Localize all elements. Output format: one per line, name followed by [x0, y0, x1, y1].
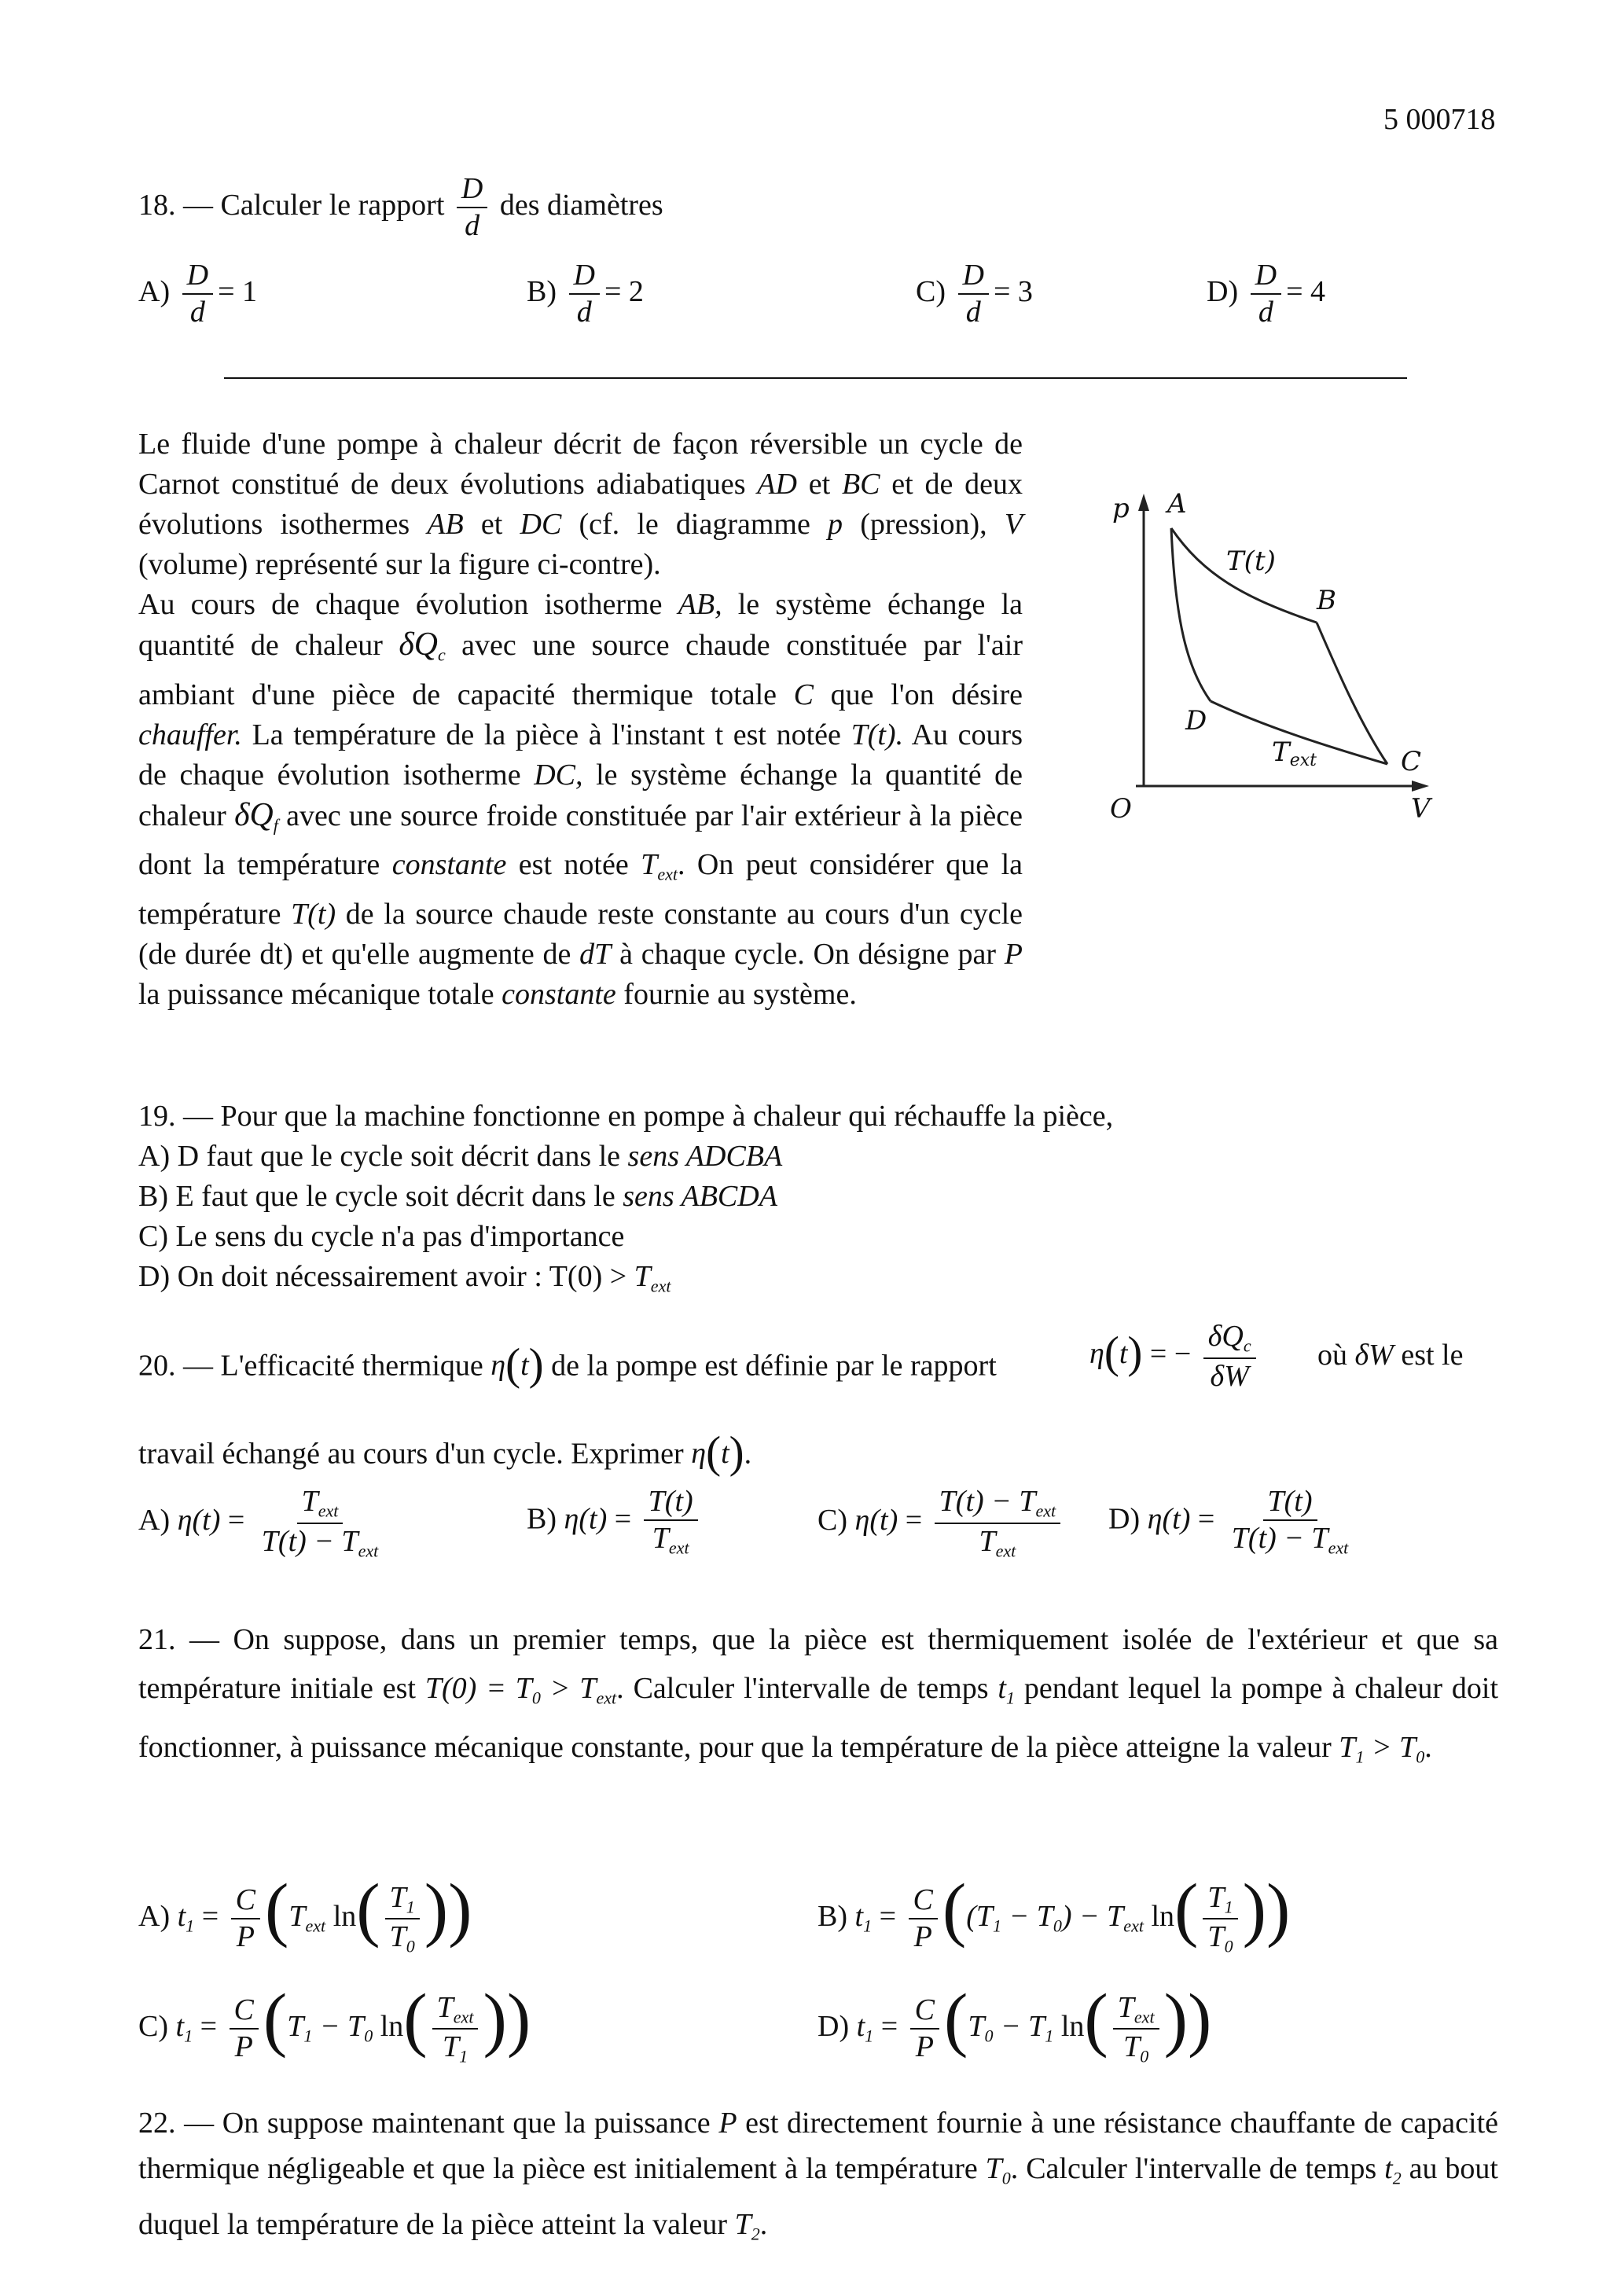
curve-bc	[1317, 623, 1387, 764]
p-axis-arrow-icon	[1138, 494, 1149, 511]
q18-option-b: B) $\frac{D}{d}$ = 2	[527, 259, 644, 329]
q20-stem: 20. — L'efficacité thermique η(t) de la pompe est définie par le rapport η(t) = − $\frac{\delta Q_c}{\delta W}$ où δW est le	[138, 1320, 1464, 1393]
q19-stem: 19. — Pour que la machine fonctionne en pompe à chaleur qui réchauffe la pièce,	[138, 1100, 1114, 1133]
q21-stem: 21. — On suppose, dans un premier temps, que la pièce est thermiquement isolée de l'extérieur et que sa température initiale est $T(0) = T_0 > T_{ext}$. Calculer l'intervalle de temps $t_1$ pendant lequel la pompe à chaleur doit fonctionner, à puissance mécanique constante, pour que la température de la pièce atteigne la valeur $T_1 > T_0$.	[138, 1623, 1499, 1767]
q19-block	[138, 1097, 1113, 1306]
label-v: V	[1411, 793, 1431, 825]
label-p: p	[1112, 493, 1130, 524]
q20-option-c: C) η(t) = $\frac{T(t) - T_{ext}}{T_{ext}}$	[818, 1486, 1065, 1560]
q19-option-c: C) Le sens du cycle n'a pas d'importance	[138, 1220, 625, 1253]
separator-line	[224, 377, 1407, 379]
q20-option-a: A) η(t) = $\frac{T_{ext}}{T(t) - T_{ext}}$	[138, 1485, 379, 1561]
q18-option-c: C) $\frac{D}{d}$ = 3	[916, 259, 1033, 329]
q21-option-a: A) $t_1$ = $\frac{C}{P}$ ($T_{ext}$ ln( $\frac{T_1}{T_0}$ ))	[138, 1869, 472, 1956]
label-b: B	[1317, 585, 1336, 616]
label-a: A	[1167, 488, 1187, 520]
q18-option-a: A) $\frac{D}{d}$ = 1	[138, 259, 257, 329]
label-text: Text	[1272, 737, 1317, 770]
q20-definition: η(t) = − $\frac{\delta Q_c}{\delta W}$	[1089, 1321, 1261, 1393]
label-o: O	[1110, 793, 1132, 825]
v-axis-arrow-icon	[1412, 781, 1429, 792]
q21-option-d: D) $t_1$ = $\frac{C}{P}$ ($T_0 - T_1$ ln( $\frac{T_{ext}}{T_0}$ ))	[818, 1979, 1212, 2066]
q19-option-b: B) E faut que le cycle soit décrit dans le sens ABCDA	[138, 1180, 777, 1213]
q21-option-c: C) $t_1$ = $\frac{C}{P}$ ($T_1 - T_0$ ln( $\frac{T_{ext}}{T_1}$ ))	[138, 1979, 531, 2066]
q20-line2: travail échangé au cours d'un cycle. Exprimer η(t).	[138, 1428, 752, 1478]
q19-option-d: D) On doit nécessairement avoir : $T(0) > T_{ext}$	[138, 1260, 671, 1296]
q19-option-a: A) D faut que le cycle soit décrit dans le sens ADCBA	[138, 1140, 783, 1173]
q18-option-d: D) $\frac{D}{d}$ = 4	[1207, 259, 1325, 329]
q21-option-b: B) $t_1$ = $\frac{C}{P}$ ($(T_1 - T_0) - T_{ext}$ ln( $\frac{T_1}{T_0}$ ))	[818, 1869, 1291, 1956]
intro-paragraph: Le fluide d'une pompe à chaleur décrit de façon réversible un cycle de Carnot constitué de deux évolutions adiabatiques AD et BC et de deux évolutions isothermes AB et DC (cf. le diagramme p (pression), V (volume) représenté sur la figure ci-contre). Au cours de chaque évolution isotherme AB, le système échange la quantité de chaleur $\delta Q_c$ avec une source chaude constituée par l'air ambiant d'une pièce de capacité thermique totale C que l'on désire chauffer. La température de la pièce à l'instant t est notée T(t). Au cours de chaque évolution isotherme DC, le système échange la quantité de chaleur $\delta Q_f$ avec une source froide constituée par l'air extérieur à la pièce dont la température constante est notée $T_{ext}$. On peut considérer que la température T(t) de la source chaude reste constante au cours d'un cycle (de durée dt) et qu'elle augmente de dT à chaque cycle. On désigne par P la puissance mécanique totale constante fournie au système.	[138, 428, 1023, 1012]
label-d: D	[1185, 705, 1207, 737]
label-t: T(t)	[1226, 546, 1276, 577]
q20-option-b: B) η(t) = $\frac{T(t)}{T_{ext}}$	[527, 1486, 703, 1558]
page-number: 5 000718	[1383, 103, 1496, 136]
q22-stem: 22. — On suppose maintenant que la puissance P est directement fournie à une résistance chauffante de capacité thermique négligeable et que la pièce est initialement à la température $T_0$. Calculer l'intervalle de temps $t_2$ au bout duquel la température de la pièce atteint la valeur $T_2$.	[138, 2107, 1499, 2244]
label-c: C	[1401, 746, 1422, 777]
pv-diagram	[1093, 479, 1470, 833]
q18-stem: 18. — Calculer le rapport $\frac{D}{d}$ des diamètres	[138, 172, 663, 243]
q20-option-d: D) η(t) = $\frac{T(t)}{T(t) - T_{ext}}$	[1108, 1485, 1349, 1558]
